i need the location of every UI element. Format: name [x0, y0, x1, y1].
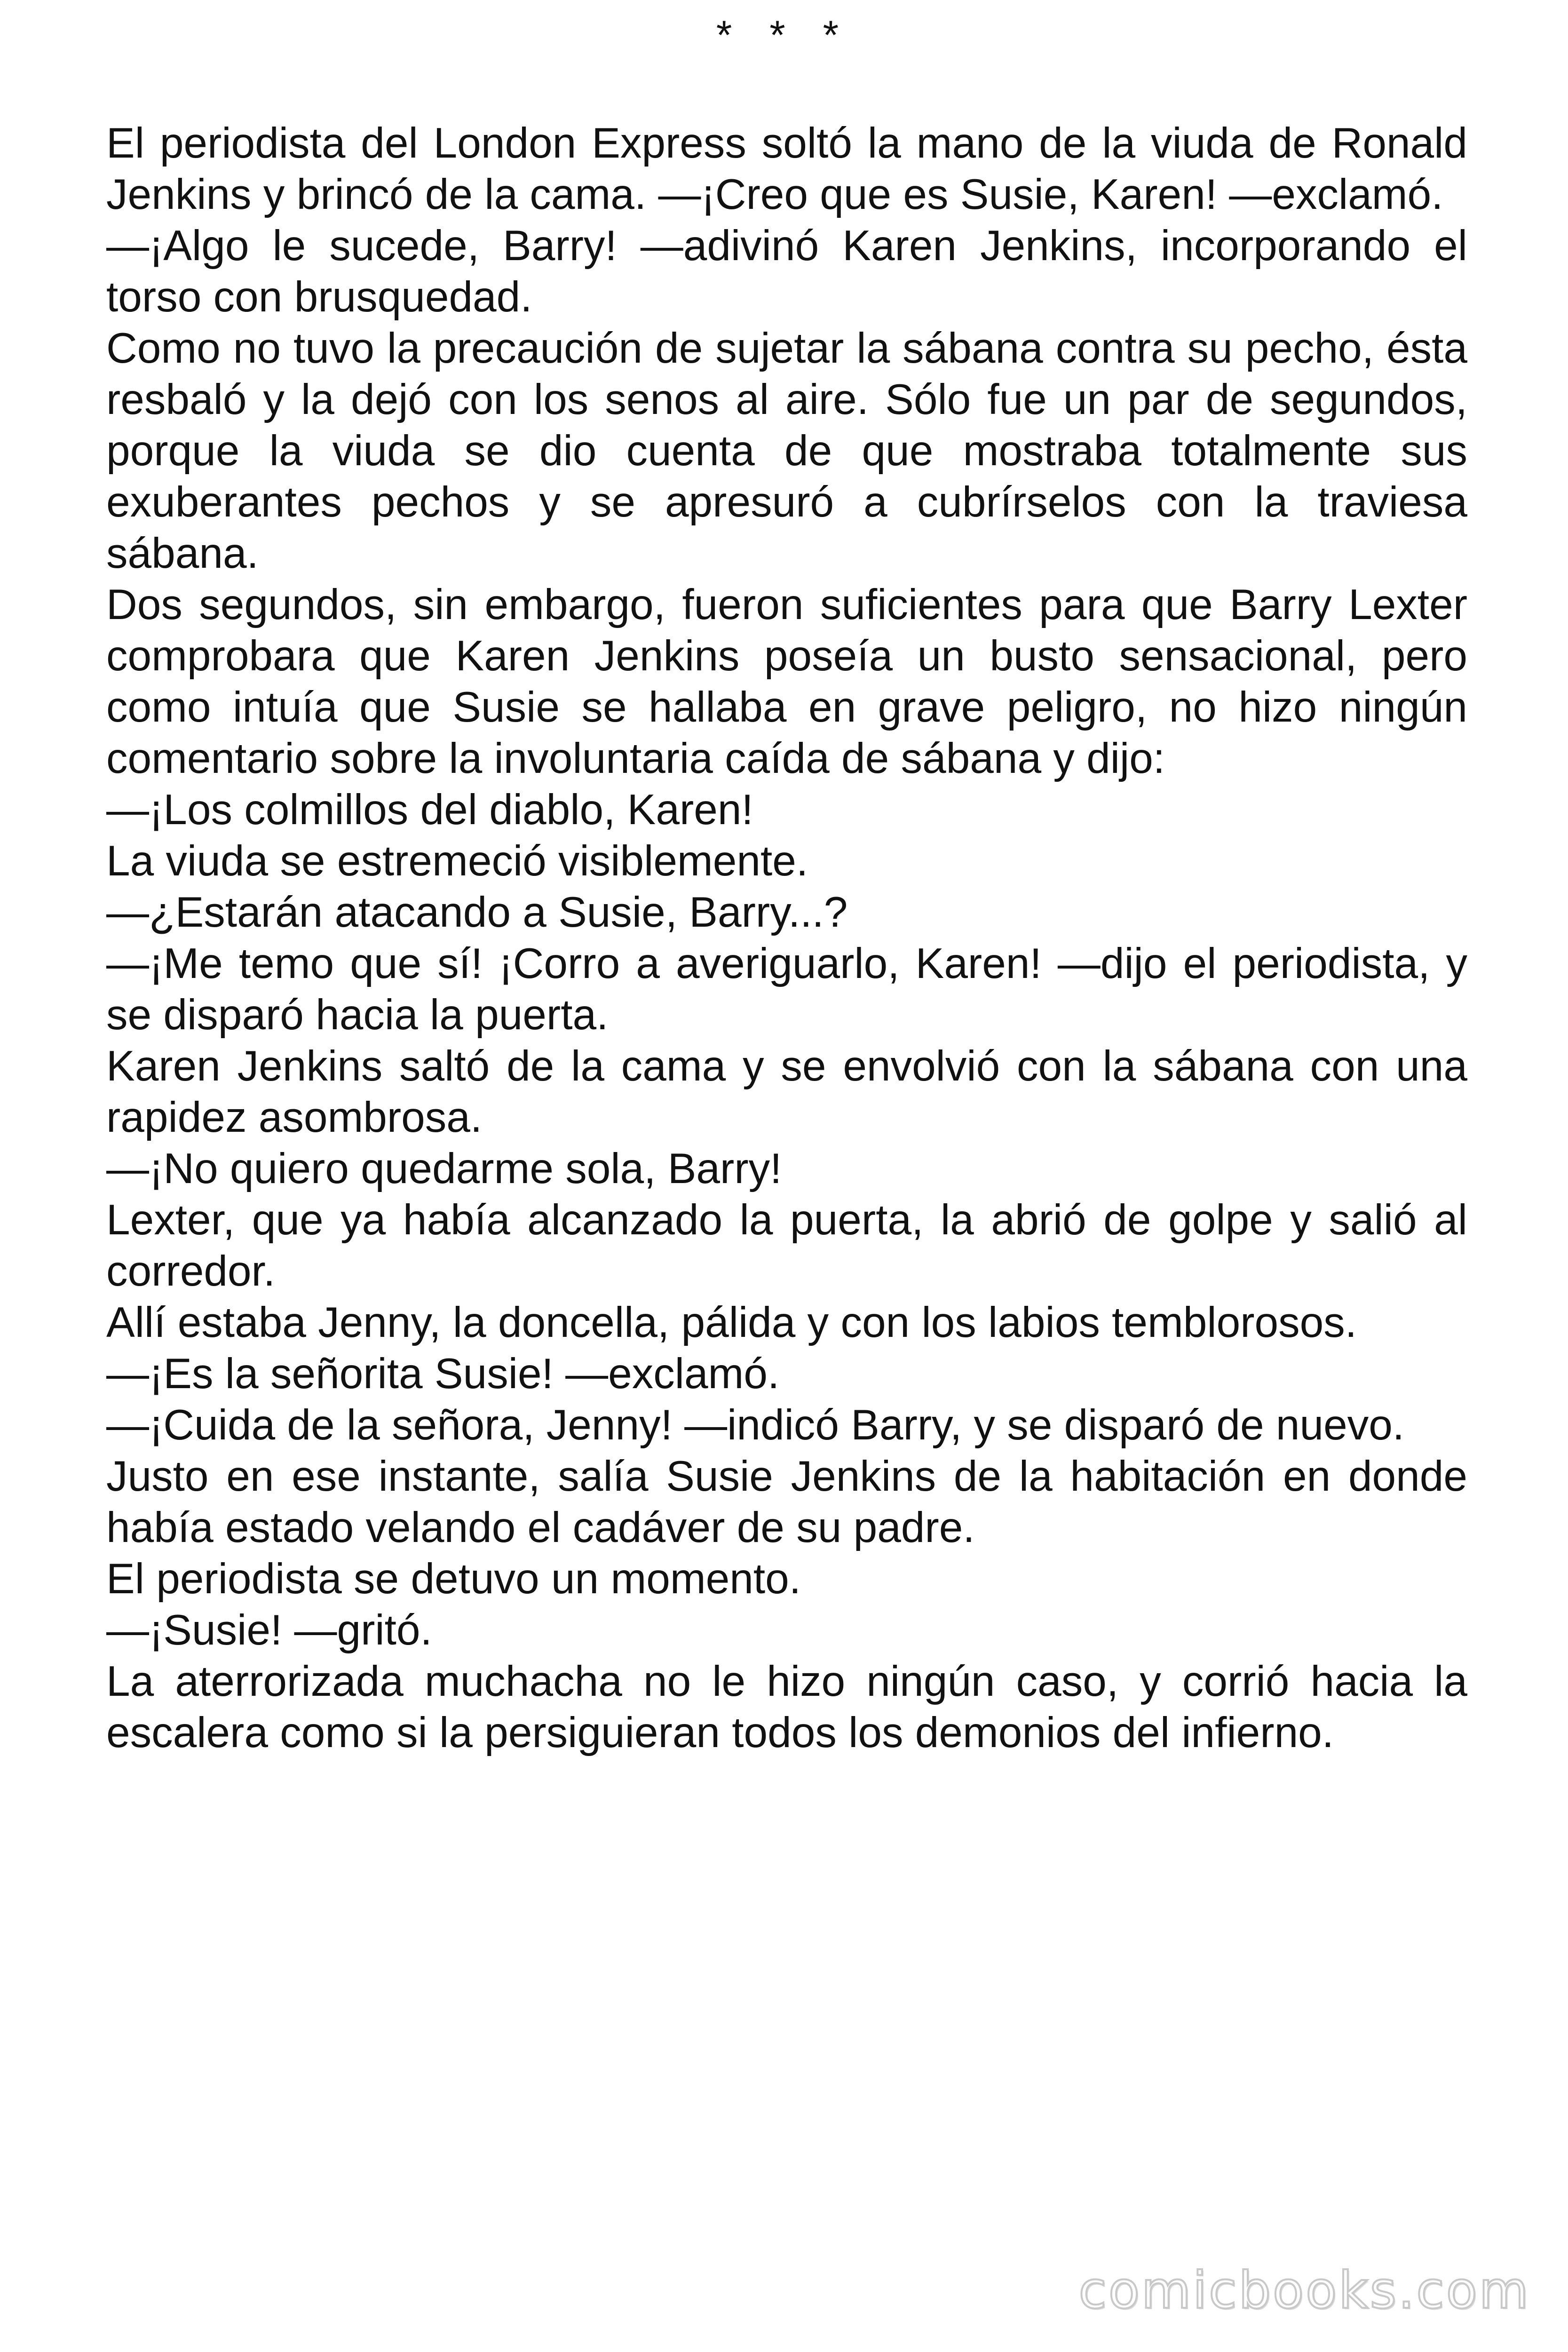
paragraph: Justo en ese instante, salía Susie Jenkins de la habitación en donde había estado velando el cadáver de su padre. — [106, 1453, 1467, 1551]
paragraph: Karen Jenkins saltó de la cama y se envolvió con la sábana con una rapidez asombrosa. — [106, 1042, 1467, 1141]
paragraph: Como no tuvo la precaución de sujetar la sábana contra su pecho, ésta resbaló y la dejó con los senos al aire. Sólo fue un par de segundos, porque la viuda se dio cuenta de que mostraba totalmente sus exuberantes pechos y se apresuró a cubrírselos con la traviesa sábana. — [106, 325, 1467, 577]
paragraph: —¿Estarán atacando a Susie, Barry...? — [106, 889, 848, 936]
paragraph: —¡Susie! —gritó. — [106, 1606, 432, 1654]
paragraph: El periodista se detuvo un momento. — [106, 1555, 801, 1603]
paragraph: —¡No quiero quedarme sola, Barry! — [106, 1145, 782, 1192]
paragraph: La viuda se estremeció visiblemente. — [106, 837, 808, 885]
paragraph: —¡Cuida de la señora, Jenny! —indicó Barry, y se disparó de nuevo. — [106, 1401, 1405, 1449]
watermark: comicbooks.com — [1078, 2261, 1530, 2320]
paragraph: Lexter, que ya había alcanzado la puerta, la abrió de golpe y salió al corredor. — [106, 1196, 1467, 1295]
paragraph: —¡Es la señorita Susie! —exclamó. — [106, 1350, 780, 1398]
paragraph: La aterrorizada muchacha no le hizo ningún caso, y corrió hacia la escalera como si la persiguieran todos los demonios del infierno. — [106, 1658, 1467, 1756]
paragraph: Allí estaba Jenny, la doncella, pálida y con los labios temblorosos. — [106, 1299, 1357, 1346]
body-text — [106, 118, 1467, 1758]
paragraph: —¡Me temo que sí! ¡Corro a averiguarlo, Karen! —dijo el periodista, y se disparó hacia la puerta. — [106, 940, 1467, 1039]
paragraph: —¡Los colmillos del diablo, Karen! — [106, 786, 753, 834]
paragraph: Dos segundos, sin embargo, fueron suficientes para que Barry Lexter comprobara que Karen Jenkins poseía un busto sensacional, pero como intuía que Susie se hallaba en grave peligro, no hizo ningún comentario sobre la involuntaria caída de sábana y dijo: — [106, 581, 1467, 782]
section-separator: * * * — [716, 13, 852, 58]
paragraph: —¡Algo le sucede, Barry! —adivinó Karen Jenkins, incorporando el torso con brusquedad. — [106, 222, 1467, 321]
paragraph: El periodista del London Express soltó la mano de la viuda de Ronald Jenkins y brincó de la cama. —¡Creo que es Susie, Karen! —exclamó. — [106, 119, 1467, 218]
